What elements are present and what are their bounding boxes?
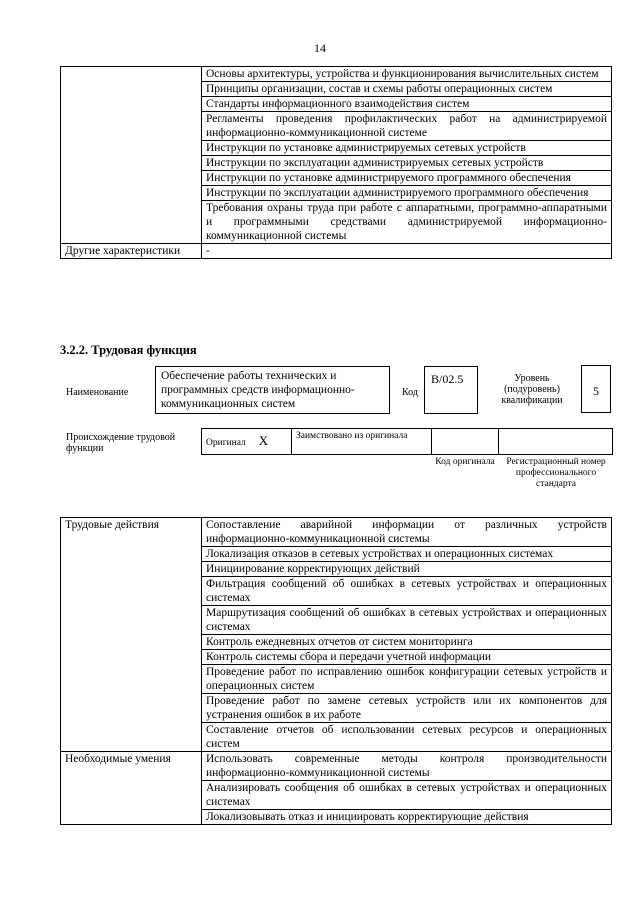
code-value: B/02.5 xyxy=(431,372,464,386)
qualification-level xyxy=(581,365,611,413)
skill-item: Локализовывать отказ и инициировать корректирующие действия xyxy=(202,810,612,825)
knowledge-label-cell xyxy=(61,67,202,244)
table-row xyxy=(61,518,612,547)
origin-label: Происхождение трудовой функции xyxy=(66,432,176,454)
knowledge-item: Инструкции по эксплуатации администрируемых сетевых устройств xyxy=(202,156,612,171)
knowledge-table xyxy=(60,66,612,259)
action-item: Сопоставление аварийной информации от различных устройств информационно-коммуникационной системы xyxy=(202,518,612,547)
skill-item: Анализировать сообщения об ошибках в сетевых устройствах и операционных системах xyxy=(202,781,612,810)
page-number: 14 xyxy=(314,41,326,55)
knowledge-item: Требования охраны труда при работе с аппаратными, программно-аппаратными и программными средствами администрируемой информационно-коммуникационной системы xyxy=(202,201,612,244)
knowledge-item: Принципы организации, состав и схемы работы операционных систем xyxy=(202,82,612,97)
knowledge-item: Основы архитектуры, устройства и функционирования вычислительных систем xyxy=(202,67,612,82)
knowledge-item: Стандарты информационного взаимодействия систем xyxy=(202,97,612,112)
code-caption: Код оригинала xyxy=(435,457,495,467)
action-item: Фильтрация сообщений об ошибках в сетевых устройствах и операционных системах xyxy=(202,577,612,606)
action-item: Составление отчетов об использовании сетевых ресурсов и операционных систем xyxy=(202,723,612,752)
knowledge-item: Регламенты проведения профилактических работ на администрируемой информационно-коммуникационной системе xyxy=(202,112,612,141)
function-name: Обеспечение работы технических и программных средств информационно-коммуникационных систем xyxy=(161,370,355,410)
name-label: Наименование xyxy=(66,387,129,398)
code-box xyxy=(424,366,478,414)
code-label: Код xyxy=(402,387,418,398)
action-item: Маршрутизация сообщений об ошибках в сетевых устройствах и операционных системах xyxy=(202,606,612,635)
action-item: Контроль системы сбора и передачи учетной информации xyxy=(202,650,612,665)
action-item: Проведение работ по исправлению ошибок конфигурации сетевых устройств и операционных систем xyxy=(202,665,612,694)
function-name-box xyxy=(155,366,390,414)
other-characteristics-label: Другие характеристики xyxy=(61,244,202,259)
borrowed-label: Заимствовано из оригинала xyxy=(296,431,408,441)
level-value: 5 xyxy=(593,384,599,398)
original-code-cell xyxy=(432,429,499,455)
knowledge-item: Инструкции по установке администрируемых сетевых устройств xyxy=(202,141,612,156)
section-title: 3.2.2. Трудовая функция xyxy=(60,343,197,357)
table-row xyxy=(61,244,612,259)
original-label: Оригинал xyxy=(206,438,246,448)
action-item: Проведение работ по замене сетевых устройств или их компонентов для устранения ошибок в их работе xyxy=(202,694,612,723)
level-label: Уровень (подуровень) квалификации xyxy=(501,373,563,406)
original-mark: X xyxy=(258,433,269,448)
origin-table xyxy=(201,428,613,455)
skill-item: Использовать современные методы контроля производительности информационно-коммуникационной системы xyxy=(202,752,612,781)
registration-caption: Регистрационный номер профессионального стандарта xyxy=(506,457,606,489)
knowledge-item: Инструкции по установке администрируемого программного обеспечения xyxy=(202,171,612,186)
original-cell xyxy=(202,429,292,455)
knowledge-item: Инструкции по эксплуатации администрируемого программного обеспечения xyxy=(202,186,612,201)
table-row xyxy=(61,67,612,82)
action-item: Инициирование корректирующих действий xyxy=(202,562,612,577)
borrowed-cell xyxy=(292,429,432,455)
labor-actions-table xyxy=(60,517,612,825)
actions-label: Трудовые действия xyxy=(61,518,202,752)
action-item: Контроль ежедневных отчетов от систем мониторинга xyxy=(202,635,612,650)
skills-label: Необходимые умения xyxy=(61,752,202,825)
other-characteristics-value: - xyxy=(202,244,612,259)
table-row xyxy=(61,752,612,781)
action-item: Локализация отказов в сетевых устройствах и операционных системах xyxy=(202,547,612,562)
registration-number-cell xyxy=(499,429,613,455)
